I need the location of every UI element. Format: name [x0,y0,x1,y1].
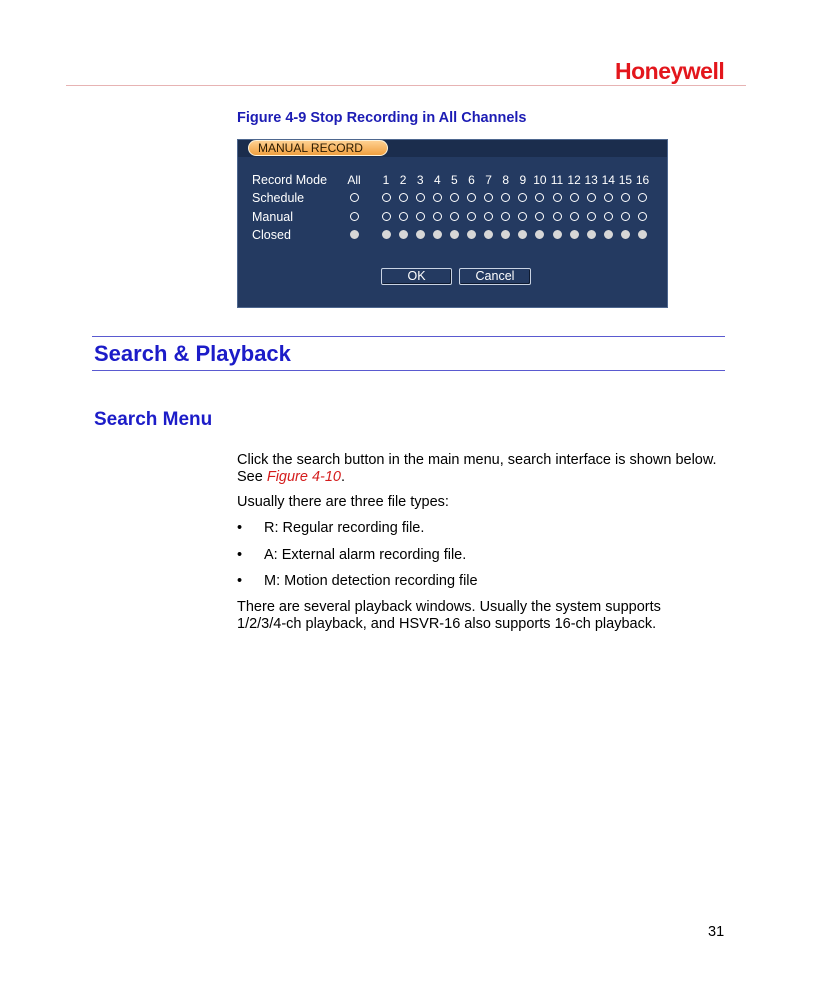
channel-header-13: 13 [584,173,598,187]
radio-schedule-ch9[interactable] [518,193,527,202]
bullet-symbol: • [237,520,243,536]
radio-manual-ch10[interactable] [535,212,544,221]
record-mode-label: Record Mode [252,173,328,187]
radio-closed-ch3[interactable] [416,230,425,239]
radio-schedule-ch5[interactable] [450,193,459,202]
figure-caption: Figure 4-9 Stop Recording in All Channels [237,110,527,126]
radio-manual-ch9[interactable] [518,212,527,221]
channel-header-15: 15 [618,173,633,187]
radio-schedule-ch4[interactable] [433,193,442,202]
radio-closed-ch11[interactable] [553,230,562,239]
channel-header-10: 10 [533,173,547,187]
radio-closed-ch2[interactable] [399,230,408,239]
radio-manual-ch12[interactable] [570,212,579,221]
period-text: . [341,469,346,485]
radio-schedule-ch8[interactable] [501,193,510,202]
radio-closed-ch10[interactable] [535,230,544,239]
radio-closed-ch12[interactable] [570,230,579,239]
radio-manual-ch1[interactable] [382,212,391,221]
radio-manual-ch16[interactable] [638,212,647,221]
radio-manual-ch5[interactable] [450,212,459,221]
radio-manual-all[interactable] [350,212,359,221]
radio-schedule-ch6[interactable] [467,193,476,202]
radio-schedule-ch14[interactable] [604,193,613,202]
channel-header-8: 8 [502,173,510,187]
radio-schedule-ch2[interactable] [399,193,408,202]
row-label-closed: Closed [252,228,291,242]
radio-closed-all[interactable] [350,230,359,239]
channel-header-1: 1 [382,173,390,187]
dialog-title-tab: MANUAL RECORD [248,140,388,156]
channel-header-7: 7 [485,173,492,187]
header-divider [66,85,746,86]
radio-manual-ch13[interactable] [587,212,596,221]
list-item-text: A: External alarm recording file. [264,547,467,563]
channel-header-12: 12 [567,173,581,187]
radio-closed-ch13[interactable] [587,230,596,239]
section-rule-top [92,336,725,337]
radio-closed-ch9[interactable] [518,230,527,239]
radio-schedule-all[interactable] [350,193,359,202]
radio-manual-ch15[interactable] [621,212,630,221]
list-item-text: M: Motion detection recording file [264,573,478,589]
subsection-title: Search Menu [94,409,213,430]
section-rule-bottom [92,370,725,371]
channel-header-11: 11 [550,173,564,187]
radio-schedule-ch12[interactable] [570,193,579,202]
radio-schedule-ch1[interactable] [382,193,391,202]
bullet-symbol: • [237,573,243,589]
radio-manual-ch14[interactable] [604,212,613,221]
radio-manual-ch7[interactable] [484,212,493,221]
channel-header-9: 9 [519,173,527,187]
bullet-symbol: • [237,547,243,563]
radio-closed-ch4[interactable] [433,230,442,239]
see-text: See [237,469,267,485]
radio-schedule-ch15[interactable] [621,193,630,202]
ok-button[interactable]: OK [381,268,452,285]
radio-manual-ch11[interactable] [553,212,562,221]
paragraph-playback [237,599,737,633]
channel-header-3: 3 [416,173,424,187]
radio-schedule-ch7[interactable] [484,193,493,202]
radio-schedule-ch13[interactable] [587,193,596,202]
radio-closed-ch7[interactable] [484,230,493,239]
all-column-header: All [347,173,361,187]
channel-header-14: 14 [601,173,615,187]
radio-closed-ch16[interactable] [638,230,647,239]
radio-schedule-ch11[interactable] [553,193,562,202]
brand-logo: Honeywell [615,58,725,84]
channel-header-6: 6 [468,173,475,187]
radio-manual-ch6[interactable] [467,212,476,221]
radio-manual-ch4[interactable] [433,212,442,221]
radio-manual-ch8[interactable] [501,212,510,221]
radio-schedule-ch3[interactable] [416,193,425,202]
channel-header-2: 2 [399,173,407,187]
radio-closed-ch8[interactable] [501,230,510,239]
radio-manual-ch2[interactable] [399,212,408,221]
radio-schedule-ch10[interactable] [535,193,544,202]
channel-header-4: 4 [433,173,441,187]
cancel-button[interactable]: Cancel [459,268,531,285]
channel-header-5: 5 [451,173,458,187]
paragraph-intro-line1: Click the search button in the main menu, search interface is shown below. [237,452,717,468]
page-number: 31 [708,924,725,940]
channel-header-16: 16 [635,173,650,187]
paragraph-playback-line1: There are several playback windows. Usually the system supports [237,599,661,615]
paragraph-file-types: Usually there are three file types: [237,494,449,510]
radio-closed-ch6[interactable] [467,230,476,239]
section-title: Search & Playback [94,341,291,366]
radio-closed-ch15[interactable] [621,230,630,239]
paragraph-intro [237,452,737,486]
radio-schedule-ch16[interactable] [638,193,647,202]
row-label-manual: Manual [252,210,293,224]
radio-closed-ch14[interactable] [604,230,613,239]
radio-manual-ch3[interactable] [416,212,425,221]
radio-closed-ch5[interactable] [450,230,459,239]
list-item-text: R: Regular recording file. [264,520,425,536]
manual-record-dialog [237,139,668,308]
radio-closed-ch1[interactable] [382,230,391,239]
paragraph-playback-line2: 1/2/3/4-ch playback, and HSVR-16 also supports 16-ch playback. [237,616,657,632]
figure-reference-link[interactable]: Figure 4-10 [266,469,341,485]
row-label-schedule: Schedule [252,191,305,205]
